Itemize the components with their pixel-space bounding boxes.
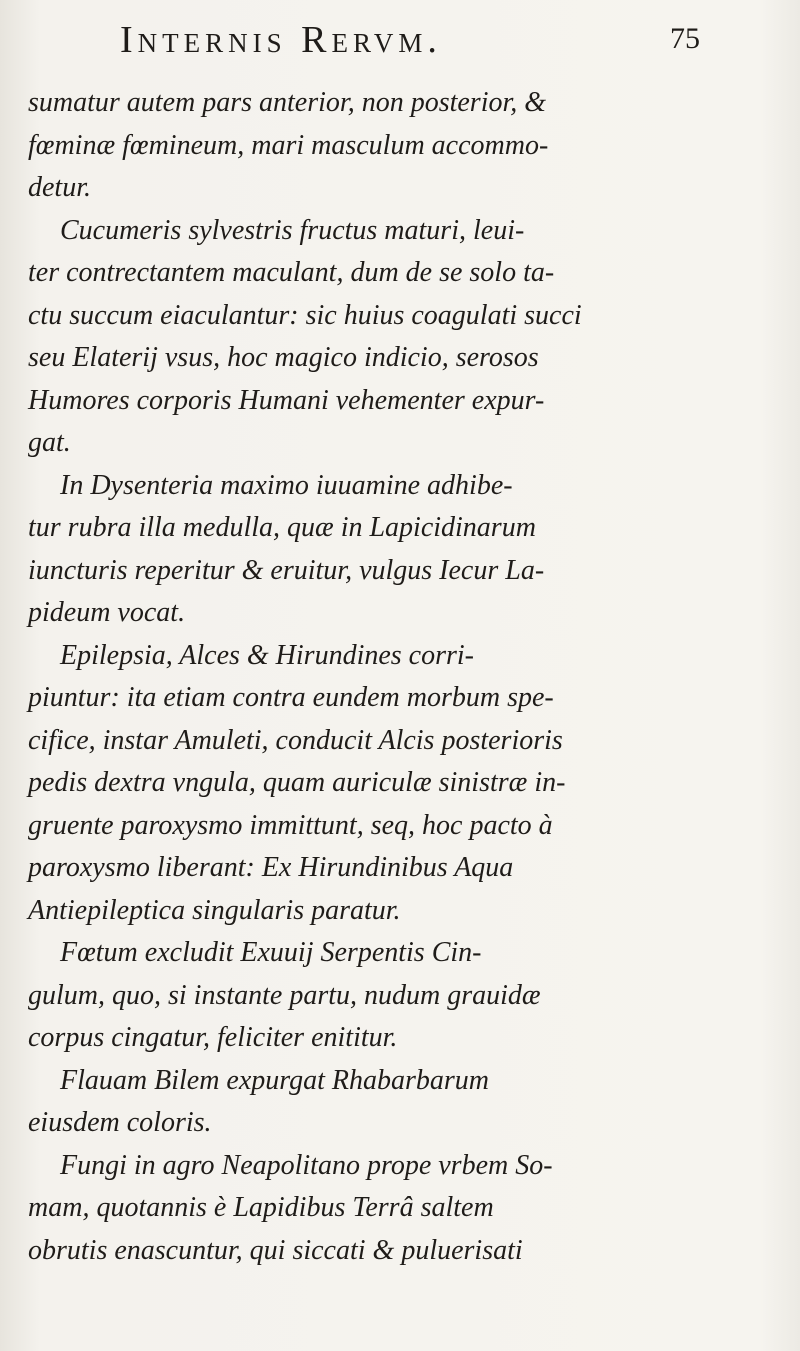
paragraph-start: Fœtum excludit Exuuij Serpentis Cin- (60, 937, 482, 968)
text-line: Humores corporis Humani vehementer expur- (28, 384, 545, 416)
paragraph-start: Cucumeris sylvestris fructus maturi, leui- (60, 214, 525, 246)
page-header (120, 18, 700, 68)
text-line: corpus cingatur, feliciter enititur. (28, 1022, 398, 1053)
text-line: sumatur autem pars anterior, non posterior, & (28, 87, 547, 118)
text-line: ctu succum eiaculantur: sic huius coagulati succi (28, 299, 582, 331)
text-line: obrutis enascuntur, qui siccati & puluerisati (28, 1234, 523, 1266)
text-line: mam, quotannis è Lapidibus Terrâ saltem (28, 1192, 494, 1223)
text-line: pideum vocat. (28, 597, 186, 628)
text-line: cifice, instar Amuleti, conducit Alcis posterioris (28, 724, 563, 756)
body-text (28, 82, 768, 1272)
text-line: fœminæ fœmineum, mari masculum accommo- (28, 129, 549, 161)
text-line: gat. (28, 427, 71, 458)
text-line: detur. (28, 172, 91, 203)
paragraph-start: Fungi in agro Neapolitano prope vrbem So- (60, 1149, 553, 1181)
running-head: Internis Rervm. (120, 19, 442, 61)
text-line: ter contrectantem maculant, dum de se solo ta- (28, 257, 555, 288)
text-line: gulum, quo, si instante partu, nudum grauidæ (28, 979, 541, 1011)
paragraph-start: Flauam Bilem expurgat Rhabarbarum (60, 1064, 490, 1096)
text-line: gruente paroxysmo immittunt, seq, hoc pacto à (28, 809, 553, 841)
text-line: iuncturis reperitur & eruitur, vulgus Iecur La- (28, 554, 545, 586)
text-line: piuntur: ita etiam contra eundem morbum spe- (28, 682, 554, 713)
text-line: Antiepileptica singularis paratur. (28, 894, 401, 926)
text-line: tur rubra illa medulla, quæ in Lapicidinarum (28, 512, 536, 543)
page-number: 75 (670, 22, 700, 55)
text-line: paroxysmo liberant: Ex Hirundinibus Aqua (28, 852, 514, 883)
paragraph-start: Epilepsia, Alces & Hirundines corri- (60, 639, 474, 671)
text-line: seu Elaterij vsus, hoc magico indicio, serosos (28, 342, 539, 373)
text-line: eiusdem coloris. (28, 1107, 212, 1138)
paragraph-start: In Dysenteria maximo iuuamine adhibe- (60, 469, 513, 501)
text-line: pedis dextra vngula, quam auriculæ sinistræ in- (28, 767, 566, 798)
